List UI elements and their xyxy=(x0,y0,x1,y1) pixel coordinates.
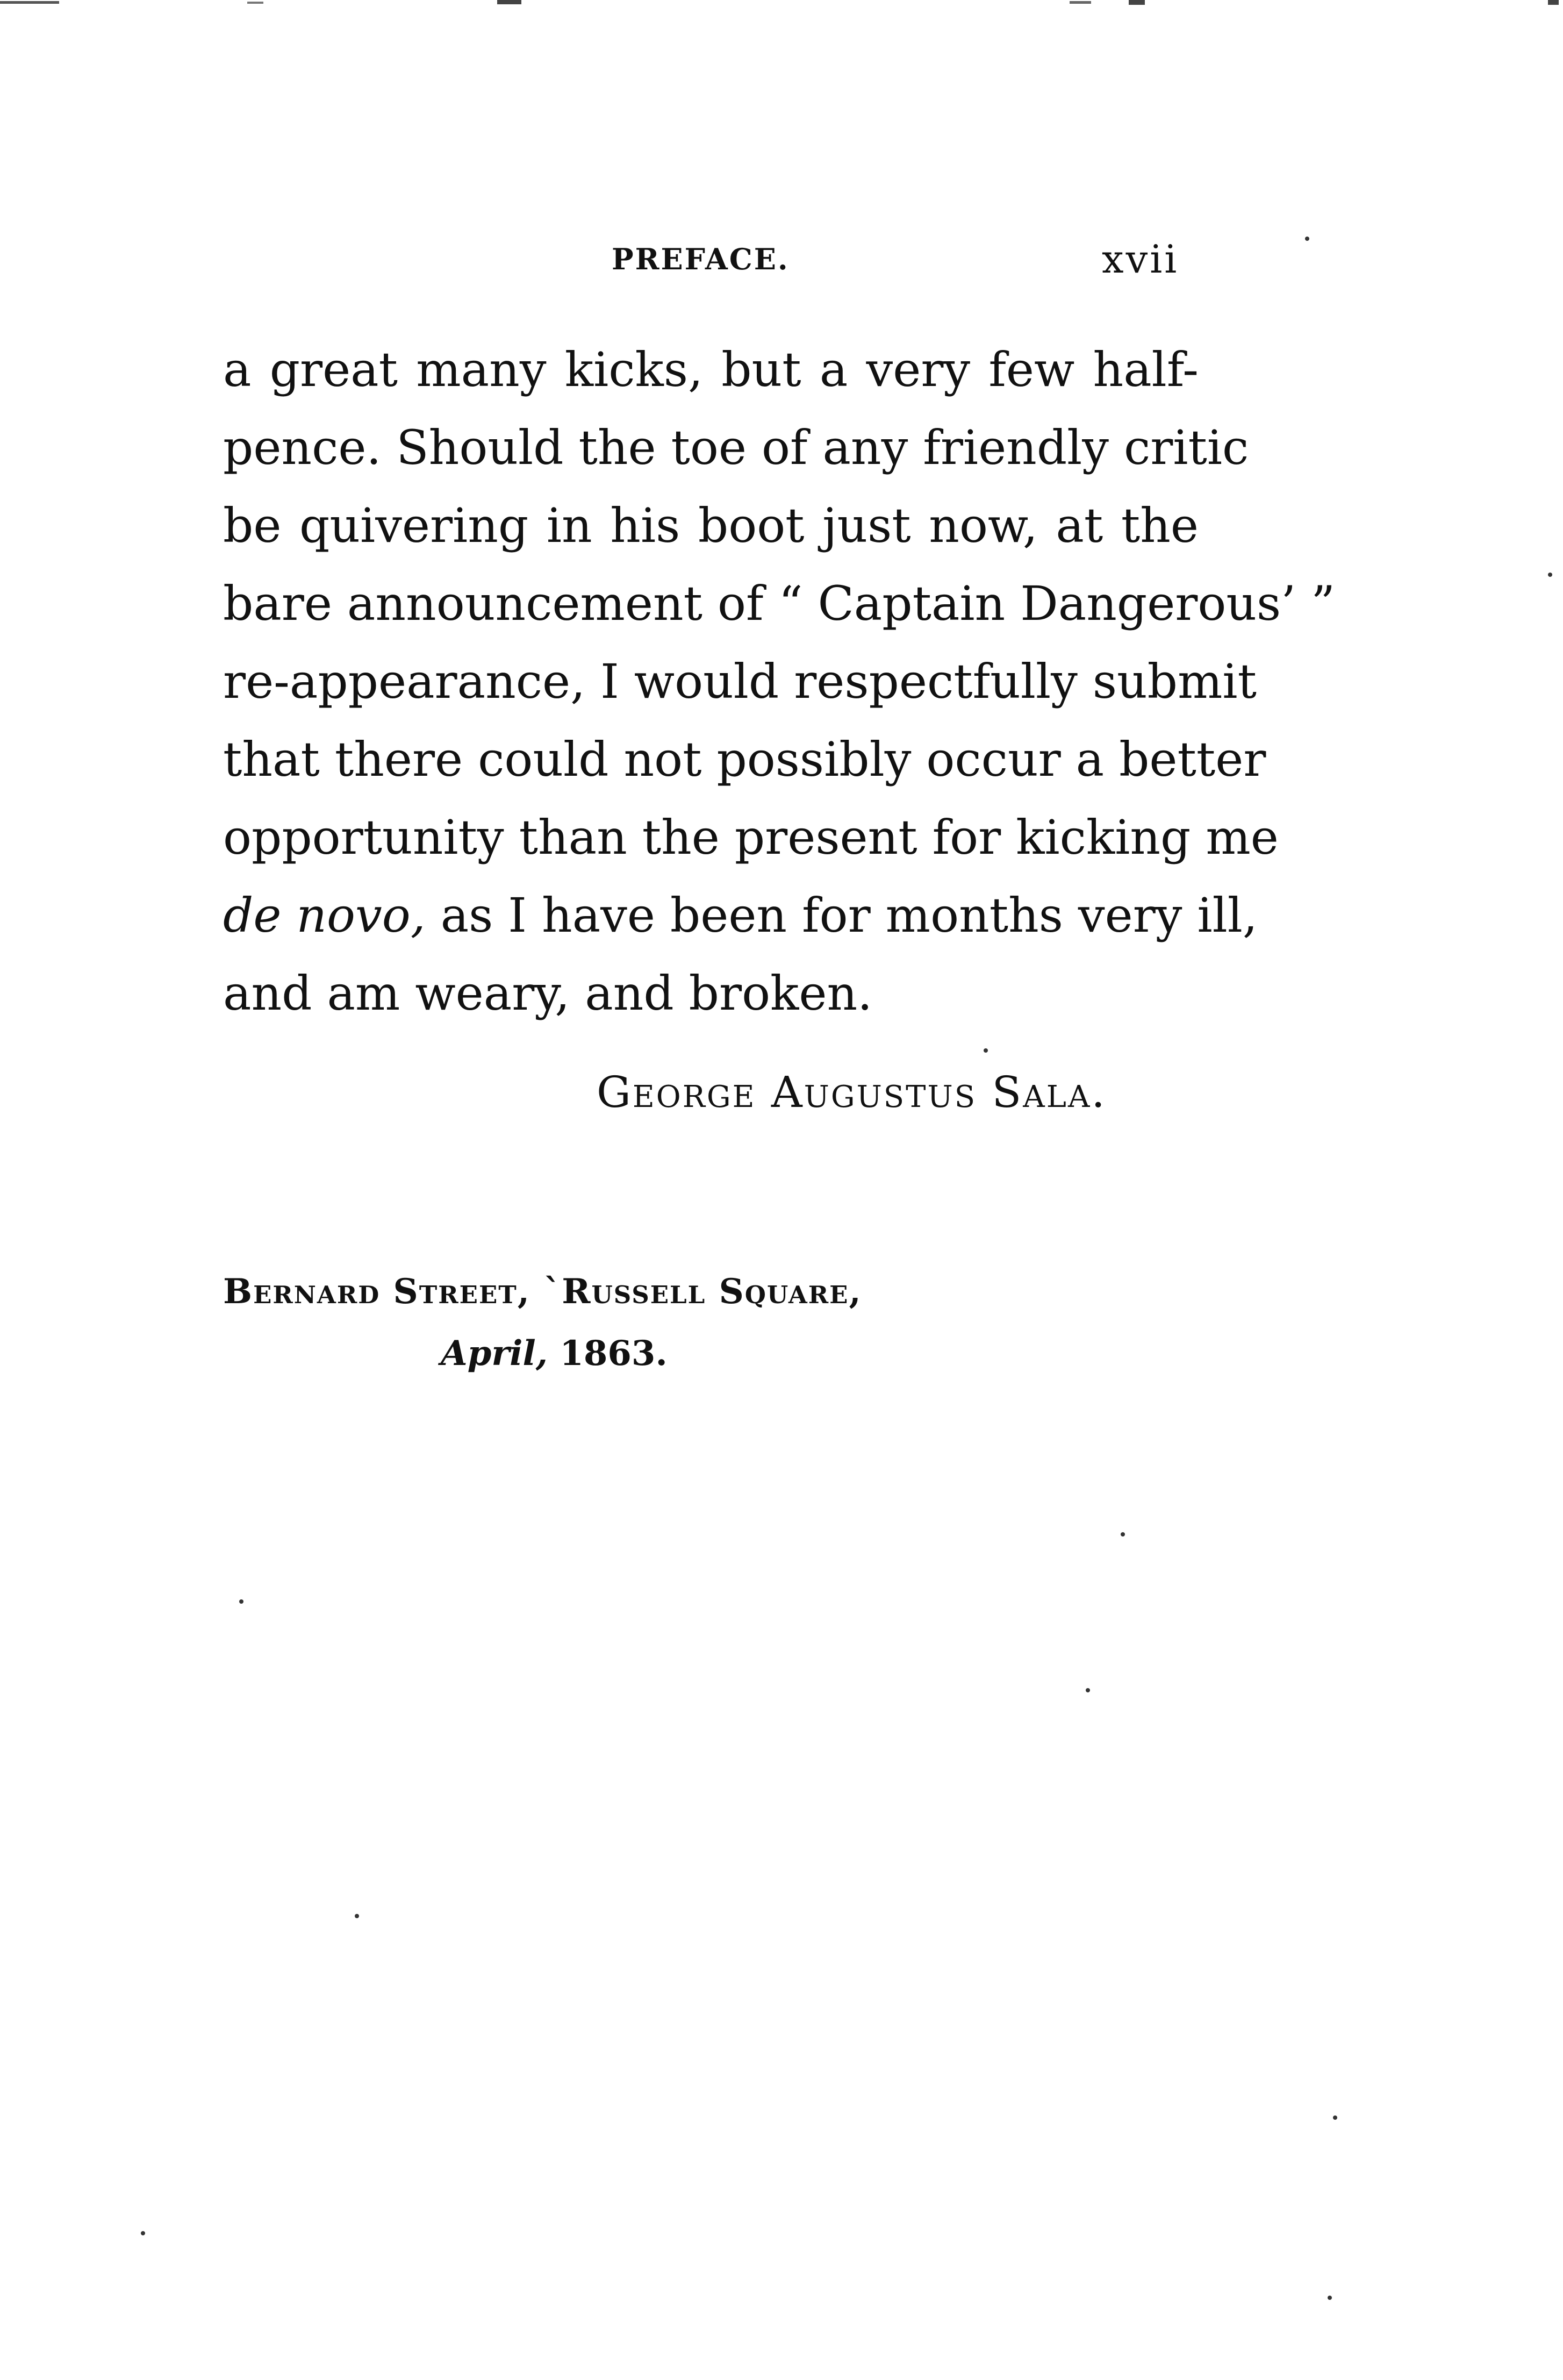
author-signature: George Augustus Sala. xyxy=(597,1067,1107,1117)
scan-speck xyxy=(355,1914,359,1918)
scan-speck xyxy=(141,2231,145,2235)
text-line xyxy=(223,876,1258,954)
scan-speck xyxy=(1548,573,1552,577)
scan-speck xyxy=(1328,2296,1332,2300)
text-line: opportunity than the present for kicking me xyxy=(223,810,1279,865)
scan-speck xyxy=(1333,2115,1337,2120)
text-line-rest: as I have been for months very ill, xyxy=(425,888,1258,943)
scan-speck xyxy=(1121,1532,1125,1536)
text-line: re-appearance, I would respectfully submit xyxy=(223,654,1257,709)
scan-speck xyxy=(239,1599,243,1604)
running-title: PREFACE. xyxy=(612,242,790,276)
scan-speck xyxy=(984,1048,988,1053)
page-number: xvii xyxy=(1102,237,1179,282)
address-line: Bernard Street, ˋRussell Square, xyxy=(223,1271,862,1312)
text-line: a great many kicks, but a very few half- xyxy=(223,342,1199,397)
scan-edge-marks xyxy=(0,0,1563,11)
date-month: April, xyxy=(441,1333,548,1374)
italic-phrase: de novo, xyxy=(223,888,426,943)
text-line: and am weary, and broken. xyxy=(223,966,873,1021)
text-line: pence. Should the toe of any friendly critic xyxy=(223,420,1249,475)
text-line: that there could not possibly occur a better xyxy=(223,732,1266,787)
text-line: be quivering in his boot just now, at the xyxy=(223,498,1199,553)
scan-speck xyxy=(1305,237,1309,241)
preface-paragraph xyxy=(223,331,1336,1032)
date-year: 1863. xyxy=(548,1333,668,1374)
date-line xyxy=(441,1333,668,1374)
text-line: bare announcement of “ Captain Dangerous’ ” xyxy=(223,576,1336,631)
scan-speck xyxy=(1086,1688,1090,1692)
